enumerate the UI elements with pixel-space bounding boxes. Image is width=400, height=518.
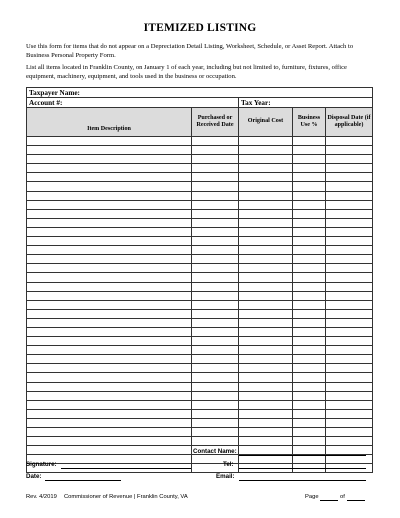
original-cost-cell[interactable]	[239, 200, 293, 209]
purchase-date-cell[interactable]	[192, 182, 239, 191]
business-use-cell[interactable]	[293, 237, 326, 246]
item-description-cell[interactable]	[27, 182, 192, 191]
disposal-date-cell[interactable]	[326, 391, 373, 400]
item-description-cell[interactable]	[27, 164, 192, 173]
original-cost-cell[interactable]	[239, 373, 293, 382]
signature-label: Signature:	[26, 461, 57, 468]
business-use-cell[interactable]	[293, 355, 326, 364]
original-cost-cell[interactable]	[239, 337, 293, 346]
disposal-date-cell[interactable]	[326, 291, 373, 300]
purchase-date-cell[interactable]	[192, 318, 239, 327]
purchase-date-cell[interactable]	[192, 300, 239, 309]
table-row	[27, 364, 373, 373]
page-total-line[interactable]	[347, 500, 365, 501]
business-use-cell[interactable]	[293, 455, 326, 464]
col-header-purchase-date: Purchased or Received Date	[192, 108, 239, 137]
original-cost-cell[interactable]	[239, 400, 293, 409]
purchase-date-cell[interactable]	[192, 137, 239, 146]
table-row	[27, 337, 373, 346]
original-cost-cell[interactable]	[239, 327, 293, 336]
business-use-cell[interactable]	[293, 182, 326, 191]
intro-paragraph-1: Use this form for items that do not appear on a Depreciation Detail Listing, Worksheet, Schedule, or Asset Report. Attach to Business Personal Property Form.	[26, 43, 354, 59]
disposal-date-cell[interactable]	[326, 218, 373, 227]
table-row	[27, 155, 373, 164]
original-cost-cell[interactable]	[239, 209, 293, 218]
purchase-date-cell[interactable]	[192, 373, 239, 382]
business-use-cell[interactable]	[293, 255, 326, 264]
table-row	[27, 227, 373, 236]
email-line[interactable]	[239, 480, 366, 481]
disposal-date-cell[interactable]	[326, 455, 373, 464]
account-number-field[interactable]	[27, 98, 239, 108]
table-row	[27, 191, 373, 200]
table-row	[27, 309, 373, 318]
disposal-date-cell[interactable]	[326, 282, 373, 291]
table-row	[27, 264, 373, 273]
purchase-date-cell[interactable]	[192, 382, 239, 391]
purchase-date-cell[interactable]	[192, 255, 239, 264]
table-row	[27, 400, 373, 409]
business-use-cell[interactable]	[293, 309, 326, 318]
business-use-cell[interactable]	[293, 209, 326, 218]
disposal-date-cell[interactable]	[326, 318, 373, 327]
page-of-label: of	[340, 494, 345, 500]
business-use-cell[interactable]	[293, 346, 326, 355]
business-use-cell[interactable]	[293, 155, 326, 164]
business-use-cell[interactable]	[293, 382, 326, 391]
purchase-date-cell[interactable]	[192, 191, 239, 200]
disposal-date-cell[interactable]	[326, 209, 373, 218]
intro-paragraph-2: List all items located in Franklin County, on January 1 of each year, including but not limited to, furniture, fixtures, office equipment, machinery, equipment, and tools used in the business or occupation.	[26, 64, 347, 80]
business-use-cell[interactable]	[293, 200, 326, 209]
disposal-date-cell[interactable]	[326, 273, 373, 282]
item-description-cell[interactable]	[27, 155, 192, 164]
purchase-date-cell[interactable]	[192, 164, 239, 173]
item-description-cell[interactable]	[27, 382, 192, 391]
business-use-cell[interactable]	[293, 409, 326, 418]
table-row	[27, 318, 373, 327]
disposal-date-cell[interactable]	[326, 137, 373, 146]
disposal-date-cell[interactable]	[326, 346, 373, 355]
disposal-date-cell[interactable]	[326, 409, 373, 418]
disposal-date-cell[interactable]	[326, 200, 373, 209]
original-cost-cell[interactable]	[239, 391, 293, 400]
purchase-date-cell[interactable]	[192, 391, 239, 400]
disposal-date-cell[interactable]	[326, 373, 373, 382]
item-description-cell[interactable]	[27, 373, 192, 382]
original-cost-cell[interactable]	[239, 437, 293, 446]
purchase-date-cell[interactable]	[192, 282, 239, 291]
purchase-date-cell[interactable]	[192, 418, 239, 427]
table-row	[27, 327, 373, 336]
contact-name-line[interactable]	[239, 455, 366, 456]
item-description-cell[interactable]	[27, 400, 192, 409]
table-row	[27, 355, 373, 364]
item-description-cell[interactable]	[27, 237, 192, 246]
table-row	[27, 391, 373, 400]
original-cost-cell[interactable]	[239, 300, 293, 309]
purchase-date-cell[interactable]	[192, 209, 239, 218]
table-row	[27, 137, 373, 146]
business-use-cell[interactable]	[293, 428, 326, 437]
business-use-cell[interactable]	[293, 437, 326, 446]
disposal-date-cell[interactable]	[326, 337, 373, 346]
disposal-date-cell[interactable]	[326, 191, 373, 200]
purchase-date-cell[interactable]	[192, 428, 239, 437]
original-cost-cell[interactable]	[239, 227, 293, 236]
original-cost-cell[interactable]	[239, 446, 293, 455]
original-cost-cell[interactable]	[239, 264, 293, 273]
purchase-date-cell[interactable]	[192, 337, 239, 346]
table-row	[27, 173, 373, 182]
account-number-label: Account #:	[29, 98, 63, 107]
purchase-date-cell[interactable]	[192, 355, 239, 364]
item-description-cell[interactable]	[27, 391, 192, 400]
table-row	[27, 209, 373, 218]
business-use-cell[interactable]	[293, 391, 326, 400]
purchase-date-cell[interactable]	[192, 264, 239, 273]
tel-line[interactable]	[239, 468, 366, 469]
business-use-cell[interactable]	[293, 373, 326, 382]
date-label: Date:	[26, 473, 42, 480]
original-cost-cell[interactable]	[239, 164, 293, 173]
table-row	[27, 418, 373, 427]
disposal-date-cell[interactable]	[326, 327, 373, 336]
original-cost-cell[interactable]	[239, 318, 293, 327]
item-description-cell[interactable]	[27, 273, 192, 282]
table-row	[27, 382, 373, 391]
item-description-cell[interactable]	[27, 437, 192, 446]
table-row	[27, 409, 373, 418]
item-description-cell[interactable]	[27, 291, 192, 300]
item-description-cell[interactable]	[27, 309, 192, 318]
disposal-date-cell[interactable]	[326, 164, 373, 173]
disposal-date-cell[interactable]	[326, 246, 373, 255]
purchase-date-cell[interactable]	[192, 227, 239, 236]
item-description-cell[interactable]	[27, 209, 192, 218]
original-cost-cell[interactable]	[239, 291, 293, 300]
business-use-cell[interactable]	[293, 418, 326, 427]
original-cost-cell[interactable]	[239, 146, 293, 155]
original-cost-cell[interactable]	[239, 255, 293, 264]
table-row	[27, 437, 373, 446]
purchase-date-cell[interactable]	[192, 409, 239, 418]
item-description-cell[interactable]	[27, 355, 192, 364]
itemized-listing-table	[26, 87, 373, 473]
table-header-row	[27, 108, 373, 137]
agency-note: Commissioner of Revenue | Franklin County, VA	[64, 494, 188, 500]
table-row	[27, 182, 373, 191]
table-row	[27, 237, 373, 246]
purchase-date-cell[interactable]	[192, 237, 239, 246]
business-use-cell[interactable]	[293, 291, 326, 300]
disposal-date-cell[interactable]	[326, 146, 373, 155]
signature-line[interactable]	[61, 468, 191, 469]
tax-year-label: Tax Year:	[241, 98, 271, 107]
tel-label: Tel:	[223, 461, 234, 468]
original-cost-cell[interactable]	[239, 173, 293, 182]
disposal-date-cell[interactable]	[326, 264, 373, 273]
table-row	[27, 255, 373, 264]
purchase-date-cell[interactable]	[192, 309, 239, 318]
item-description-cell[interactable]	[27, 191, 192, 200]
col-header-business-use: Business Use %	[293, 108, 326, 137]
disposal-date-cell[interactable]	[326, 237, 373, 246]
item-description-cell[interactable]	[27, 282, 192, 291]
item-description-cell[interactable]	[27, 227, 192, 236]
table-row	[27, 300, 373, 309]
original-cost-cell[interactable]	[239, 346, 293, 355]
original-cost-cell[interactable]	[239, 455, 293, 464]
original-cost-cell[interactable]	[239, 418, 293, 427]
disposal-date-cell[interactable]	[326, 364, 373, 373]
table-row	[27, 200, 373, 209]
disposal-date-cell[interactable]	[326, 227, 373, 236]
original-cost-cell[interactable]	[239, 218, 293, 227]
table-row	[27, 346, 373, 355]
col-header-disposal-date: Disposal Date (if applicable)	[326, 108, 373, 137]
item-description-cell[interactable]	[27, 218, 192, 227]
table-row	[27, 455, 373, 464]
purchase-date-cell[interactable]	[192, 173, 239, 182]
disposal-date-cell[interactable]	[326, 400, 373, 409]
original-cost-cell[interactable]	[239, 355, 293, 364]
purchase-date-cell[interactable]	[192, 155, 239, 164]
original-cost-cell[interactable]	[239, 246, 293, 255]
tax-year-field[interactable]	[239, 98, 373, 108]
purchase-date-cell[interactable]	[192, 218, 239, 227]
table-row	[27, 428, 373, 437]
disposal-date-cell[interactable]	[326, 255, 373, 264]
business-use-cell[interactable]	[293, 282, 326, 291]
disposal-date-cell[interactable]	[326, 428, 373, 437]
disposal-date-cell[interactable]	[326, 309, 373, 318]
table-row	[27, 291, 373, 300]
original-cost-cell[interactable]	[239, 409, 293, 418]
revision-note: Rev. 4/2019	[26, 494, 57, 500]
item-description-cell[interactable]	[27, 255, 192, 264]
item-description-cell[interactable]	[27, 337, 192, 346]
item-description-cell[interactable]	[27, 300, 192, 309]
form-title: ITEMIZED LISTING	[143, 22, 257, 34]
business-use-cell[interactable]	[293, 337, 326, 346]
purchase-date-cell[interactable]	[192, 291, 239, 300]
business-use-cell[interactable]	[293, 137, 326, 146]
business-use-cell[interactable]	[293, 273, 326, 282]
purchase-date-cell[interactable]	[192, 146, 239, 155]
purchase-date-cell[interactable]	[192, 437, 239, 446]
taxpayer-name-field[interactable]	[27, 88, 373, 98]
business-use-cell[interactable]	[293, 164, 326, 173]
table-row	[27, 146, 373, 155]
original-cost-cell[interactable]	[239, 237, 293, 246]
purchase-date-cell[interactable]	[192, 273, 239, 282]
original-cost-cell[interactable]	[239, 382, 293, 391]
business-use-cell[interactable]	[293, 173, 326, 182]
business-use-cell[interactable]	[293, 364, 326, 373]
disposal-date-cell[interactable]	[326, 355, 373, 364]
business-use-cell[interactable]	[293, 327, 326, 336]
business-use-cell[interactable]	[293, 318, 326, 327]
original-cost-cell[interactable]	[239, 273, 293, 282]
original-cost-cell[interactable]	[239, 182, 293, 191]
original-cost-cell[interactable]	[239, 191, 293, 200]
original-cost-cell[interactable]	[239, 364, 293, 373]
table-row	[27, 218, 373, 227]
table-row	[27, 246, 373, 255]
business-use-cell[interactable]	[293, 400, 326, 409]
business-use-cell[interactable]	[293, 227, 326, 236]
item-description-cell[interactable]	[27, 428, 192, 437]
purchase-date-cell[interactable]	[192, 346, 239, 355]
business-use-cell[interactable]	[293, 264, 326, 273]
item-description-cell[interactable]	[27, 146, 192, 155]
business-use-cell[interactable]	[293, 446, 326, 455]
disposal-date-cell[interactable]	[326, 155, 373, 164]
item-description-cell[interactable]	[27, 200, 192, 209]
purchase-date-cell[interactable]	[192, 246, 239, 255]
item-description-cell[interactable]	[27, 137, 192, 146]
item-description-cell[interactable]	[27, 264, 192, 273]
email-label: Email:	[216, 473, 235, 480]
item-description-cell[interactable]	[27, 173, 192, 182]
original-cost-cell[interactable]	[239, 155, 293, 164]
disposal-date-cell[interactable]	[326, 446, 373, 455]
item-description-cell[interactable]	[27, 446, 192, 455]
disposal-date-cell[interactable]	[326, 182, 373, 191]
disposal-date-cell[interactable]	[326, 382, 373, 391]
purchase-date-cell[interactable]	[192, 400, 239, 409]
original-cost-cell[interactable]	[239, 309, 293, 318]
col-header-original-cost: Original Cost	[239, 108, 293, 137]
item-description-cell[interactable]	[27, 364, 192, 373]
page-number-line[interactable]	[320, 500, 338, 501]
table-row	[27, 273, 373, 282]
disposal-date-cell[interactable]	[326, 418, 373, 427]
purchase-date-cell[interactable]	[192, 327, 239, 336]
original-cost-cell[interactable]	[239, 282, 293, 291]
business-use-cell[interactable]	[293, 191, 326, 200]
disposal-date-cell[interactable]	[326, 300, 373, 309]
disposal-date-cell[interactable]	[326, 437, 373, 446]
item-description-cell[interactable]	[27, 346, 192, 355]
table-row	[27, 282, 373, 291]
taxpayer-name-label: Taxpayer Name:	[29, 88, 80, 97]
business-use-cell[interactable]	[293, 246, 326, 255]
original-cost-cell[interactable]	[239, 137, 293, 146]
item-description-cell[interactable]	[27, 327, 192, 336]
item-description-cell[interactable]	[27, 318, 192, 327]
business-use-cell[interactable]	[293, 300, 326, 309]
date-line[interactable]	[45, 480, 121, 481]
col-header-item-description: Item Description	[27, 108, 192, 137]
item-description-cell[interactable]	[27, 418, 192, 427]
business-use-cell[interactable]	[293, 146, 326, 155]
original-cost-cell[interactable]	[239, 428, 293, 437]
disposal-date-cell[interactable]	[326, 173, 373, 182]
contact-name-label: Contact Name:	[193, 448, 237, 455]
item-description-cell[interactable]	[27, 246, 192, 255]
table-row	[27, 164, 373, 173]
table-row	[27, 373, 373, 382]
page-label: Page	[305, 494, 319, 500]
item-description-cell[interactable]	[27, 409, 192, 418]
business-use-cell[interactable]	[293, 218, 326, 227]
purchase-date-cell[interactable]	[192, 364, 239, 373]
purchase-date-cell[interactable]	[192, 200, 239, 209]
